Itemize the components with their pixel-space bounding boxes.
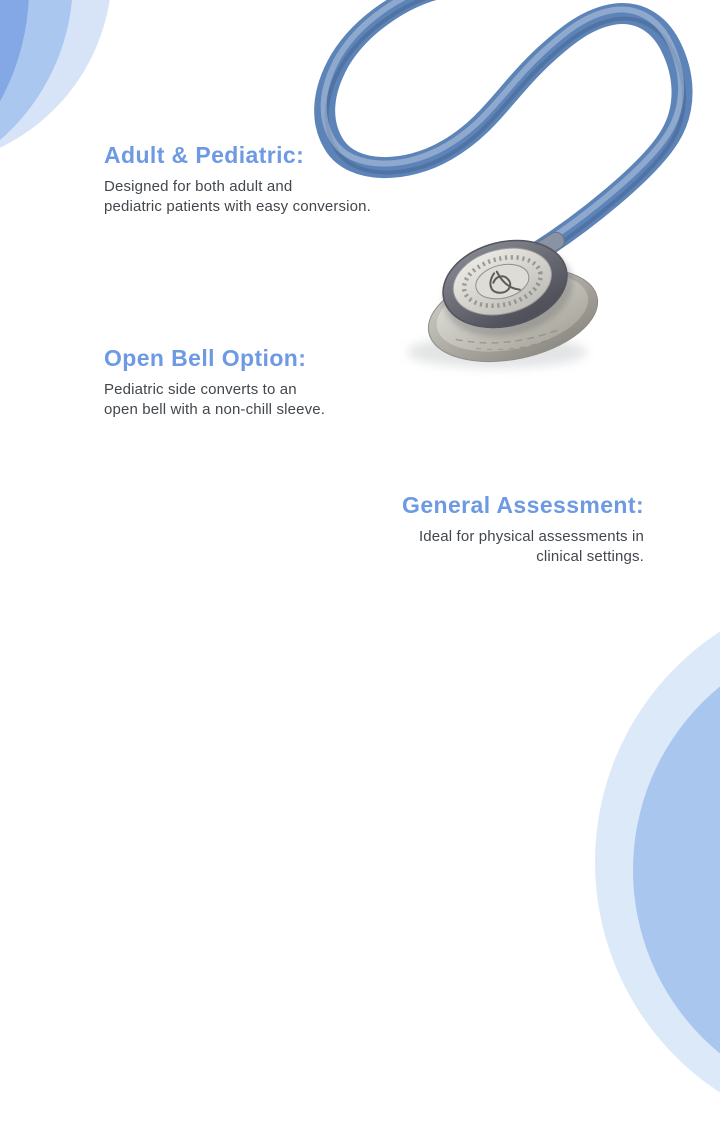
feature-heading-open-bell: Open Bell Option: [104,345,307,371]
feature-body-line: Pediatric side converts to an [104,381,297,398]
feature-body-line: open bell with a non-chill sleeve. [104,400,326,418]
head-silver-face [446,238,559,324]
bell-engraving-line-2 [476,334,546,357]
head-tick-ring [459,250,546,314]
head-rim [434,228,577,340]
chestpiece-shadow [407,336,587,368]
feature-body-line: Designed for both adult and [104,178,293,195]
feature-heading-general-assessment: General Assessment: [402,492,644,518]
head-center-medallion [472,259,532,304]
brand-logo-glyph [488,267,520,296]
stethoscope-chestpiece [407,228,606,376]
bell-engraving-line [456,318,559,353]
feature-heading-adult-pediatric: Adult & Pediatric: [104,142,305,168]
chestpiece-stem [526,229,567,264]
bell-disc-outer [420,254,607,376]
feature-section-adult-pediatric [104,142,404,216]
bell-disc-face [429,260,595,364]
feature-body-line: pediatric patients with easy conversion. [104,197,371,215]
feature-body-line: Ideal for physical assessments in [418,528,644,545]
tube-shade [327,0,684,258]
stethoscope-tube [324,0,684,258]
head-cast-shadow [433,232,582,349]
feature-section-general-assessment [334,492,644,566]
feature-body-line: clinical settings. [536,547,644,565]
feature-section-open-bell [104,345,404,419]
